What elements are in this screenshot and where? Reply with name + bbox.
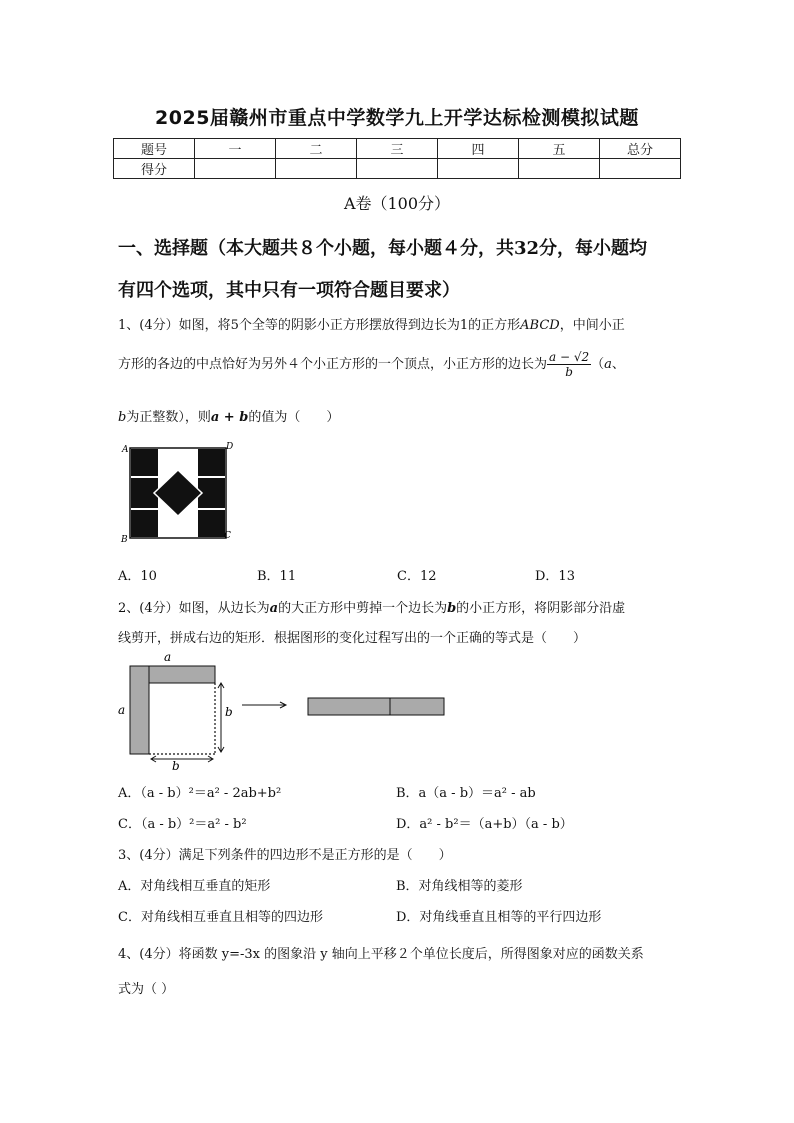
score-header-cell: 总分 — [600, 139, 681, 159]
q1-frac-numerator: a − √2 — [549, 350, 590, 364]
score-header-cell: 题号 — [114, 139, 195, 159]
section-a-heading: A卷（100分） — [343, 194, 451, 213]
q1-option-a[interactable]: A．10 — [118, 569, 157, 584]
q1-var-b: b — [118, 410, 127, 425]
q1-text: ，中间小正 — [559, 318, 625, 333]
q1-text: 的值为（ ） — [248, 410, 340, 425]
score-cell[interactable] — [357, 159, 438, 179]
score-header-cell: 五 — [519, 139, 600, 159]
q1-shaded-square-tr — [198, 449, 225, 476]
q4-line2: 式为（ ） — [118, 982, 175, 997]
q1-text: 、 — [611, 357, 625, 372]
q3-option-a[interactable]: A．对角线相互垂直的矩形 — [118, 879, 271, 894]
q1-corner-c: C — [224, 531, 231, 541]
q1-shaded-square-tl — [131, 449, 158, 476]
q2-label-b-bottom: b — [172, 759, 180, 772]
score-row-label: 得分 — [114, 159, 195, 179]
q1-line3 — [118, 406, 683, 425]
score-cell[interactable] — [438, 159, 519, 179]
q1-corner-b: B — [121, 535, 128, 545]
q1-text: 为正整数），则 — [126, 410, 211, 425]
q1-option-d[interactable]: D．13 — [535, 569, 575, 584]
q1-option-b[interactable]: B．11 — [257, 569, 297, 584]
q1-corner-d: D — [226, 442, 234, 452]
q1-text: （ — [591, 357, 605, 372]
score-header-cell: 四 — [438, 139, 519, 159]
q2-result-rectangle — [308, 698, 444, 715]
score-table — [113, 138, 681, 179]
q2-var-a: a — [269, 601, 279, 616]
score-header-cell: 三 — [357, 139, 438, 159]
score-header-cell: 一 — [195, 139, 276, 159]
q3-option-d[interactable]: D．对角线垂直且相等的平行四边形 — [396, 910, 602, 925]
q2-figure — [115, 648, 450, 772]
q2-option-b[interactable]: B．a（a - b）＝a² - ab — [396, 786, 536, 801]
q1-text: 1、(4分）如图，将5个全等的阴影小正方形摆放得到边长为1的正方形 — [118, 318, 521, 333]
q4-line1: 4、(4分）将函数 y=-3x 的图象沿 y 轴向上平移２个单位长度后，所得图象对应的函数关系 — [118, 947, 644, 962]
q2-line2: 线剪开，拼成右边的矩形．根据图形的变化过程写出的一个正确的等式是（ ） — [118, 631, 587, 646]
q2-top-strip — [149, 666, 215, 683]
q1-fraction — [547, 350, 591, 379]
q1-shaded-square-br — [198, 510, 225, 537]
q1-var-a: a — [604, 357, 612, 372]
score-table-header-row — [114, 139, 681, 159]
q2-label-b-right: b — [225, 705, 233, 719]
score-cell[interactable] — [600, 159, 681, 179]
q1-figure — [118, 440, 238, 546]
score-cell[interactable] — [519, 159, 600, 179]
q2-text: 2、(4分）如图，从边长为 — [118, 601, 270, 616]
score-cell[interactable] — [276, 159, 357, 179]
score-cell[interactable] — [195, 159, 276, 179]
q2-option-d[interactable]: D．a² - b²＝（a+b）（a - b） — [396, 817, 573, 832]
q1-line2 — [118, 350, 683, 379]
q2-line1 — [118, 597, 683, 616]
q2-left-strip — [130, 666, 149, 754]
q2-text: 的小正方形，将阴影部分沿虚 — [456, 601, 626, 616]
q1-shaded-square-bl — [131, 510, 158, 537]
q3-stem: 3、(4分）满足下列条件的四边形不是正方形的是（ ） — [118, 848, 452, 863]
q1-text: 方形的各边的中点恰好为另外４个小正方形的一个顶点，小正方形的边长为 — [118, 357, 548, 372]
score-header-cell: 二 — [276, 139, 357, 159]
q3-option-b[interactable]: B．对角线相等的菱形 — [396, 879, 523, 894]
q1-var-abcd: ABCD — [520, 318, 560, 333]
section1-heading-line2: 有四个选项，其中只有一项符合题目要求） — [118, 280, 460, 301]
document-title: 2025届赣州市重点中学数学九上开学达标检测模拟试题 — [155, 107, 639, 129]
q3-option-c[interactable]: C．对角线相互垂直且相等的四边形 — [118, 910, 323, 925]
q1-corner-a: A — [122, 445, 129, 455]
q2-label-a-top: a — [164, 650, 172, 664]
q2-var-b: b — [447, 601, 457, 616]
q1-expr: a + b — [210, 410, 249, 425]
score-table-score-row — [114, 159, 681, 179]
q1-line1 — [118, 314, 683, 333]
q1-option-c[interactable]: C．12 — [397, 569, 437, 584]
q1-frac-denominator: b — [565, 365, 573, 379]
section1-heading-line1: 一、选择题（本大题共８个小题，每小题４分，共32分，每小题均 — [118, 238, 648, 259]
q2-option-c[interactable]: C．（a - b）²＝a² - b² — [118, 817, 247, 832]
q2-text: 的大正方形中剪掉一个边长为 — [278, 601, 448, 616]
q2-option-a[interactable]: A．（a - b）²＝a² - 2ab+b² — [118, 786, 282, 801]
q2-label-a-left: a — [118, 703, 126, 717]
